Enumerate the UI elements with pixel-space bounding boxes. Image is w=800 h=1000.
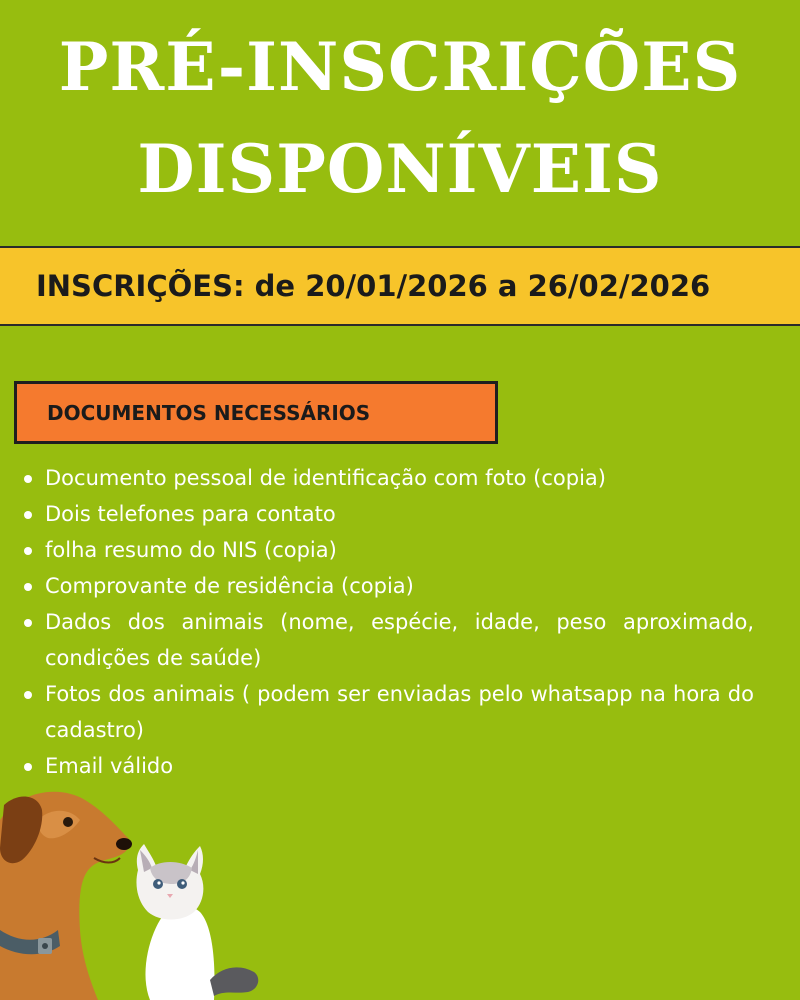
documents-heading-box: [14, 381, 498, 444]
bullet-icon: [24, 475, 32, 483]
list-item: [22, 748, 754, 784]
list-item-text: Email válido: [45, 754, 174, 778]
list-item-text: Dois telefones para contato: [45, 502, 336, 526]
title-line-2: DISPONÍVEIS: [137, 130, 663, 208]
pets-illustration: [0, 780, 270, 1000]
bullet-icon: [24, 511, 32, 519]
title-line-1: PRÉ-INSCRIÇÕES: [58, 28, 742, 106]
registration-date-banner: [0, 246, 800, 326]
list-item: [22, 460, 754, 496]
bullet-icon: [24, 547, 32, 555]
required-documents-list: [22, 460, 754, 784]
list-item-text: Fotos dos animais ( podem ser enviadas pelo whatsapp na hora do cadastro): [45, 682, 754, 742]
list-item-text: folha resumo do NIS (copia): [45, 538, 337, 562]
list-item-text: Documento pessoal de identificação com foto (copia): [45, 466, 606, 490]
list-item: [22, 676, 754, 748]
documents-heading: DOCUMENTOS NECESSÁRIOS: [47, 401, 371, 425]
list-item: [22, 532, 754, 568]
bullet-icon: [24, 763, 32, 771]
dog-illustration: [0, 792, 132, 1000]
list-item: [22, 604, 754, 676]
bullet-icon: [24, 619, 32, 627]
list-item-text: Comprovante de residência (copia): [45, 574, 414, 598]
list-item: [22, 568, 754, 604]
list-item-text: Dados dos animais (nome, espécie, idade, peso aproximado, condições de saúde): [45, 610, 754, 670]
registration-date-text: INSCRIÇÕES: de 20/01/2026 a 26/02/2026: [36, 269, 711, 303]
list-item: [22, 496, 754, 532]
bullet-icon: [24, 583, 32, 591]
bullet-icon: [24, 691, 32, 699]
cat-illustration: [136, 844, 258, 1000]
